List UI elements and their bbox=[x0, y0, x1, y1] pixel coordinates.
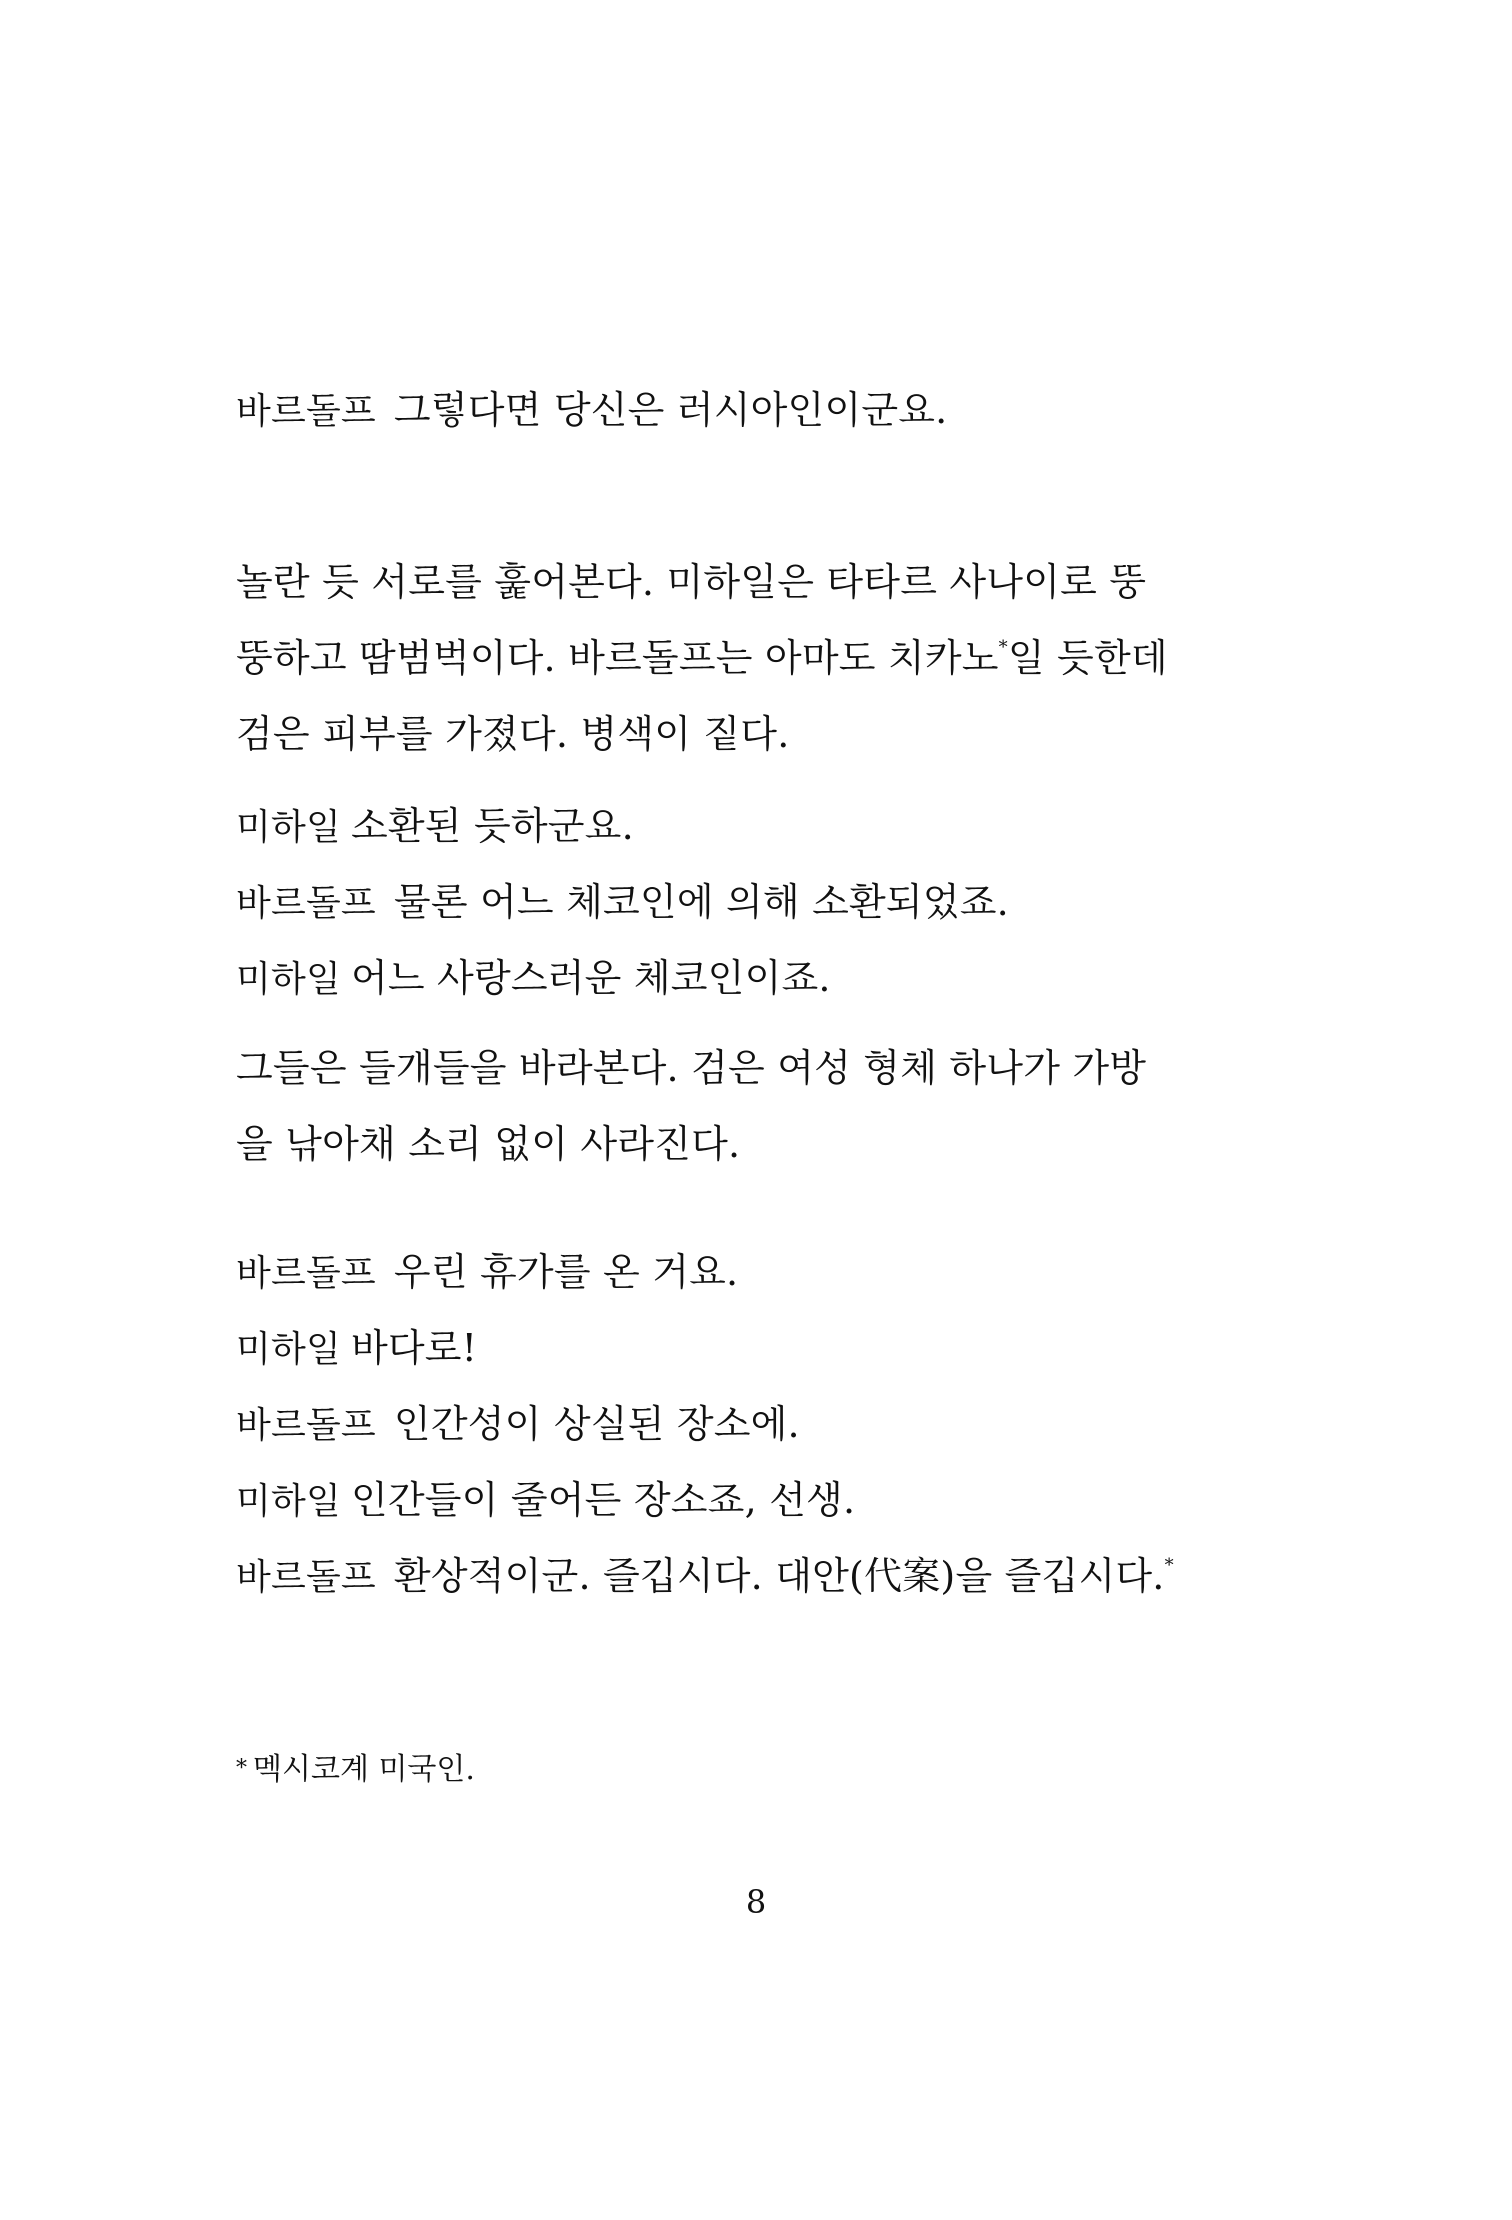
dialogue-text: 바다로! bbox=[350, 1326, 478, 1370]
dialogue-text: 어느 사랑스러운 체코인이죠. bbox=[350, 956, 831, 1000]
stage-direction-paragraph-1 bbox=[236, 544, 1286, 772]
speaker-label: 바르돌프 bbox=[236, 883, 376, 924]
footnote-text: 멕시코계 미국인. bbox=[253, 1752, 475, 1787]
footnote-reference: * bbox=[1164, 1555, 1174, 1577]
page-number: 8 bbox=[745, 1883, 767, 1921]
dialogue-block-3 bbox=[236, 1234, 1286, 1614]
dialogue-text: 그렇다면 당신은 러시아인이군요. bbox=[393, 388, 948, 432]
dialogue-line bbox=[236, 788, 1286, 864]
dialogue-line bbox=[236, 1234, 1286, 1310]
speaker-label: 바르돌프 bbox=[236, 1405, 376, 1446]
dialogue-line bbox=[236, 372, 1286, 448]
footnote-mark: * bbox=[236, 1756, 247, 1781]
speaker-label: 미하일 bbox=[236, 1481, 341, 1522]
speaker-label: 바르돌프 bbox=[236, 1557, 376, 1598]
dialogue-line bbox=[236, 1386, 1286, 1462]
paragraph-text: 일 듯한데 bbox=[1007, 636, 1168, 680]
paragraph-line: 놀란 듯 서로를 훑어본다. 미하일은 타타르 사나이로 뚱 bbox=[236, 560, 1147, 604]
dialogue-text: 소환된 듯하군요. bbox=[350, 804, 634, 848]
speaker-label: 미하일 bbox=[236, 959, 341, 1000]
dialogue-line bbox=[236, 864, 1286, 940]
dialogue-text: 인간성이 상실된 장소에. bbox=[393, 1402, 800, 1446]
paragraph-text: 뚱하고 땀범벅이다. 바르돌프는 아마도 치카노 bbox=[236, 636, 999, 680]
dialogue-text: 환상적이군. 즐깁시다. 대안(代案)을 즐깁시다. bbox=[393, 1554, 1165, 1598]
stage-direction-paragraph-2 bbox=[236, 1030, 1286, 1182]
dialogue-text: 우린 휴가를 온 거요. bbox=[393, 1250, 739, 1294]
speaker-label: 미하일 bbox=[236, 807, 341, 848]
footnote bbox=[236, 1740, 475, 1803]
paragraph-line: 검은 피부를 가졌다. 병색이 짙다. bbox=[236, 712, 790, 756]
dialogue-line bbox=[236, 1538, 1286, 1614]
paragraph-line bbox=[236, 620, 1286, 696]
dialogue-text: 인간들이 줄어든 장소죠, 선생. bbox=[350, 1478, 856, 1522]
dialogue-line bbox=[236, 1310, 1286, 1386]
footnote-reference: * bbox=[998, 637, 1008, 659]
dialogue-line bbox=[236, 1462, 1286, 1538]
speaker-label: 바르돌프 bbox=[236, 391, 376, 432]
paragraph-line: 그들은 들개들을 바라본다. 검은 여성 형체 하나가 가방 bbox=[236, 1046, 1147, 1090]
speaker-label: 바르돌프 bbox=[236, 1253, 376, 1294]
dialogue-text: 물론 어느 체코인에 의해 소환되었죠. bbox=[393, 880, 1009, 924]
dialogue-block-2 bbox=[236, 788, 1286, 1016]
paragraph-line: 을 낚아채 소리 없이 사라진다. bbox=[236, 1122, 741, 1166]
dialogue-block-1 bbox=[236, 372, 1286, 448]
speaker-label: 미하일 bbox=[236, 1329, 341, 1370]
dialogue-line bbox=[236, 940, 1286, 1016]
